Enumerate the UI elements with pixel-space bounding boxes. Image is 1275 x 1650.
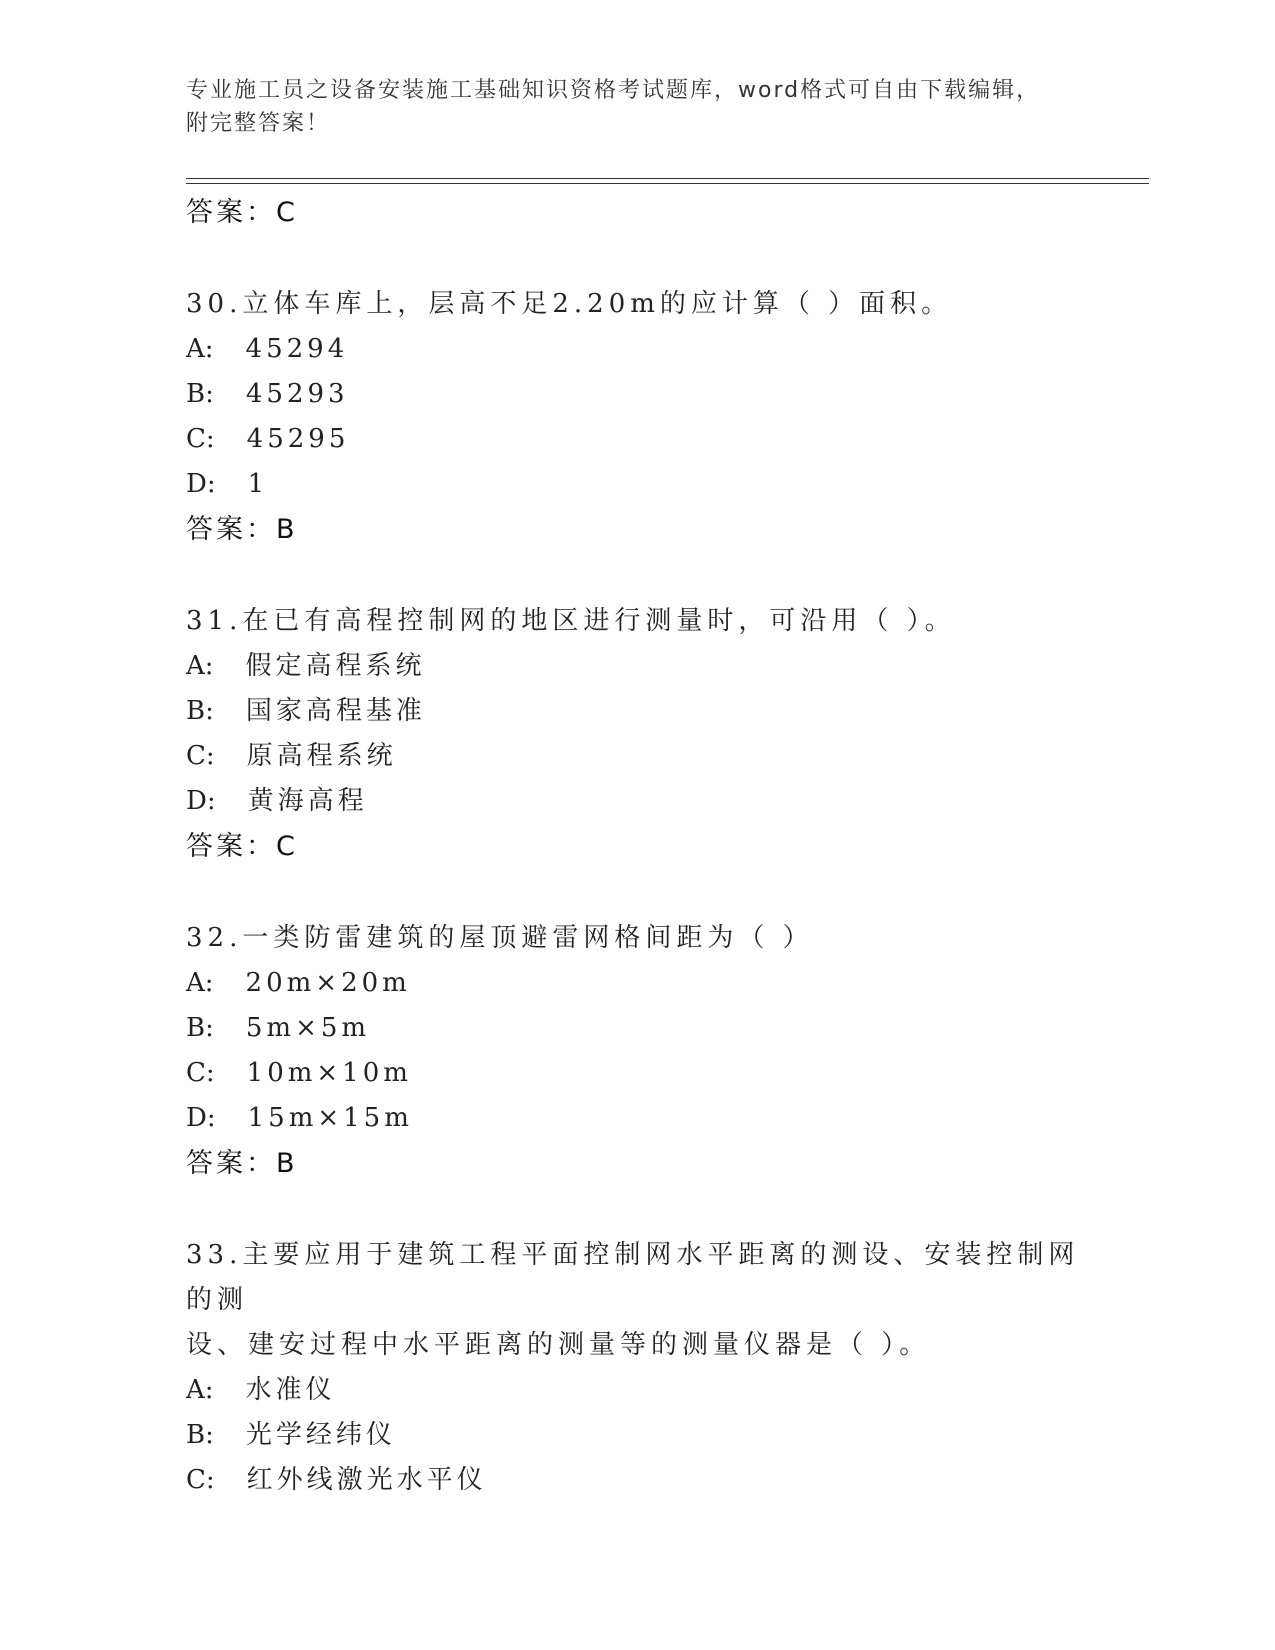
question-text-line-1: 33.主要应用于建筑工程平面控制网水平距离的测设、安装控制网的测 (186, 1240, 1080, 1315)
option-d (186, 462, 1086, 507)
option-text: 黄海高程 (247, 786, 368, 816)
header-line-2: 附完整答案！ (186, 111, 331, 136)
option-a (186, 961, 1086, 1006)
option-b (186, 372, 1086, 417)
option-a (186, 644, 1086, 689)
question-text: 32.一类防雷建筑的屋顶避雷网格间距为（ ） (186, 923, 814, 953)
option-text: 原高程系统 (246, 741, 397, 771)
question-text: 30.立体车库上，层高不足2.20m的应计算（ ）面积。 (186, 289, 953, 319)
option-letter: D: (186, 1103, 216, 1133)
answer-label: 答案 (186, 1148, 246, 1179)
option-text: 45294 (245, 334, 349, 364)
option-a (186, 1368, 1086, 1413)
answer-label: 答案 (186, 831, 246, 862)
option-d (186, 1096, 1086, 1141)
answer-value: B (276, 1148, 296, 1179)
option-text: 假定高程系统 (245, 651, 426, 681)
header-line-1: 专业施工员之设备安装施工基础知识资格考试题库，word格式可自由下载编辑， (186, 78, 1041, 103)
option-c (186, 1458, 1086, 1503)
option-letter: A: (186, 968, 214, 998)
answer-colon: ： (246, 197, 276, 228)
question-32 (186, 916, 1086, 1186)
option-letter: D: (186, 469, 216, 499)
option-text: 1 (247, 469, 269, 499)
option-text: 10m×10m (246, 1058, 412, 1088)
option-letter: C: (186, 1058, 215, 1088)
option-letter: B: (186, 1420, 214, 1450)
option-b (186, 1006, 1086, 1051)
option-text: 国家高程基准 (245, 696, 426, 726)
answer-value: C (276, 197, 296, 228)
option-text: 光学经纬仪 (245, 1420, 396, 1450)
option-letter: D: (186, 786, 216, 816)
option-b (186, 1413, 1086, 1458)
option-letter: B: (186, 696, 214, 726)
answer-value: B (276, 514, 296, 545)
option-d (186, 779, 1086, 824)
option-c (186, 1051, 1086, 1096)
option-text: 45293 (245, 379, 349, 409)
option-c (186, 734, 1086, 779)
document-header (186, 74, 1086, 140)
answer-line (186, 190, 1086, 235)
answer-colon: ： (246, 831, 276, 862)
option-text: 红外线激光水平仪 (246, 1465, 487, 1495)
option-letter: C: (186, 1465, 215, 1495)
option-letter: B: (186, 1013, 214, 1043)
question-text: 31.在已有高程控制网的地区进行测量时，可沿用（ ）。 (186, 606, 956, 636)
question-33 (186, 1233, 1086, 1503)
answer-line (186, 824, 1086, 869)
document-body (186, 190, 1086, 1503)
header-divider-bottom (186, 183, 1149, 184)
answer-line (186, 1141, 1086, 1186)
option-text: 20m×20m (245, 968, 411, 998)
answer-label: 答案 (186, 197, 246, 228)
option-c (186, 417, 1086, 462)
answer-label: 答案 (186, 514, 246, 545)
option-a (186, 327, 1086, 372)
option-letter: B: (186, 379, 214, 409)
answer-line (186, 507, 1086, 552)
answer-colon: ： (246, 1148, 276, 1179)
option-text: 45295 (246, 424, 350, 454)
option-letter: C: (186, 424, 215, 454)
option-b (186, 689, 1086, 734)
option-letter: A: (186, 651, 214, 681)
option-letter: C: (186, 741, 215, 771)
answer-value: C (276, 831, 296, 862)
answer-colon: ： (246, 514, 276, 545)
option-letter: A: (186, 334, 214, 364)
option-text: 水准仪 (245, 1375, 336, 1405)
question-30 (186, 282, 1086, 552)
question-31 (186, 599, 1086, 869)
option-letter: A: (186, 1375, 214, 1405)
option-text: 15m×15m (247, 1103, 413, 1133)
option-text: 5m×5m (245, 1013, 371, 1043)
header-divider-top (186, 178, 1149, 179)
question-text-line-2: 设、建安过程中水平距离的测量等的测量仪器是（ ）。 (186, 1330, 931, 1360)
